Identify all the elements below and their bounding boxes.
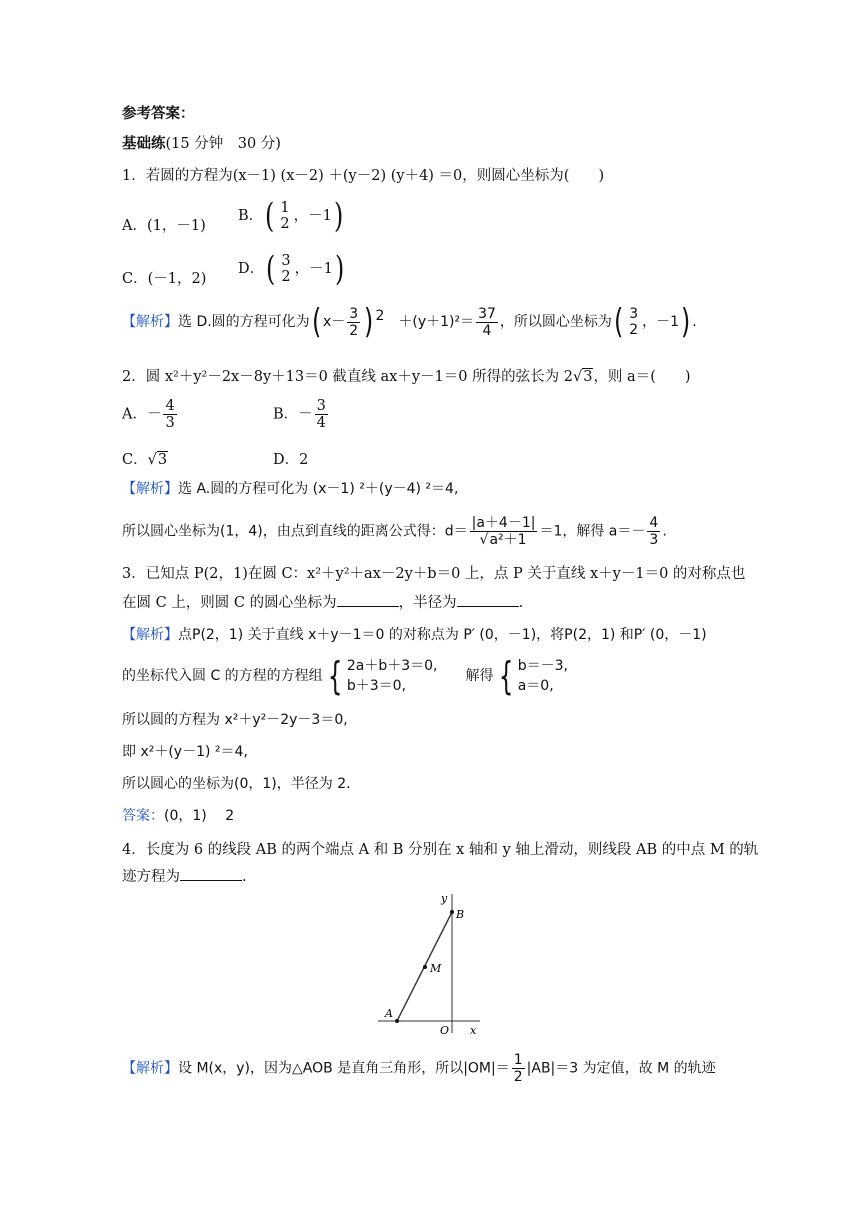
left-paren: ( <box>266 249 276 289</box>
label-x: x <box>470 1024 477 1037</box>
equation-system <box>347 656 438 696</box>
text: 解得 <box>465 668 494 684</box>
right-paren: ) <box>364 302 374 342</box>
q1-d-label: D． <box>238 261 265 277</box>
q3-solution-5: 所以圆心的坐标为(0，1)，半径为 2. <box>122 776 351 792</box>
fraction <box>279 253 292 285</box>
right-paren: ) <box>333 196 344 236</box>
text: 2．圆 x²＋y²－2x－8y＋13＝0 截直线 ax＋y－1＝0 所得的弦长为 2 <box>122 369 573 385</box>
radicand: 3 <box>583 369 593 385</box>
sqrt-sign: √ <box>147 452 157 468</box>
exponent: 2 <box>375 308 385 324</box>
solution-tag: 【解析】 <box>122 1060 178 1077</box>
rest: ，－1 <box>294 261 333 277</box>
equation: b＝－3, <box>517 658 568 674</box>
fraction <box>470 515 538 548</box>
text: x－ <box>322 314 346 330</box>
answer-value: (0，1) 2 <box>164 808 235 824</box>
label: A．－ <box>122 406 162 423</box>
radicand: 3 <box>157 452 168 468</box>
q4-solution <box>122 1052 716 1085</box>
fraction <box>647 515 660 548</box>
den: 4 <box>316 415 326 431</box>
num: 4 <box>649 515 659 531</box>
solution-tag: 【解析】 <box>122 314 178 330</box>
text: ，所以圆心坐标为 <box>499 314 612 330</box>
text: 设 M(x，y)，因为△AOB 是直角三角形，所以|OM|＝ <box>178 1060 510 1077</box>
left-paren: ( <box>265 196 275 236</box>
sqrt-sign: √ <box>572 369 583 385</box>
num: 37 <box>478 305 496 322</box>
label: B．－ <box>273 406 313 423</box>
label-o: O <box>440 1024 450 1037</box>
text: . <box>662 523 667 540</box>
q2-option-a <box>122 398 179 431</box>
text: 选 D.圆的方程可化为 <box>178 314 310 330</box>
right-paren: ) <box>334 249 345 289</box>
q3-stem-2 <box>122 592 523 614</box>
q3-solution-3: 所以圆的方程为 x²＋y²－2y－3＝0, <box>122 712 348 728</box>
q1-option-c: C．(－1，2) <box>122 271 207 287</box>
equation-system <box>518 656 568 696</box>
solution-tag: 【解析】 <box>122 481 178 497</box>
point-m <box>423 965 427 969</box>
left-paren: ( <box>311 302 321 342</box>
den: 2 <box>281 269 291 285</box>
num: 1 <box>513 1052 523 1068</box>
num: 3 <box>349 305 359 322</box>
text: |AB|＝3 为定值，故 M 的轨迹 <box>526 1060 716 1077</box>
label-m: M <box>430 962 442 975</box>
answer-blank <box>180 866 242 881</box>
q4-stem-1: 4．长度为 6 的线段 AB 的两个端点 A 和 B 分别在 x 轴和 y 轴上滑动，则线段 AB 的中点 M 的轨 <box>122 842 759 858</box>
q4-stem-2 <box>122 866 247 888</box>
radicand: a²＋1 <box>489 532 527 548</box>
num: 1 <box>280 200 290 216</box>
text: ＋(y＋1)²＝ <box>398 314 475 330</box>
section-heading <box>122 133 281 155</box>
fraction <box>315 398 328 431</box>
right-paren: ) <box>681 302 691 342</box>
equation: 2a＋b＋3＝0, <box>346 658 438 674</box>
num: 3 <box>316 398 326 414</box>
text: ，则 a＝( ) <box>593 369 691 385</box>
text: . <box>518 595 524 611</box>
left-brace: { <box>327 654 343 698</box>
q2-solution-1 <box>122 478 458 500</box>
q2-stem <box>122 366 691 388</box>
fraction <box>347 306 360 339</box>
den: 3 <box>165 415 175 431</box>
q2-option-c <box>122 449 168 471</box>
text: ，－1 <box>642 314 680 330</box>
q1-stem: 1．若圆的方程为(x－1) (x－2) ＋(y－2) (y＋4) ＝0，则圆心坐标为( ) <box>122 168 605 184</box>
den: 2 <box>280 216 290 232</box>
answer-blank <box>457 592 519 607</box>
label-a: A <box>385 1007 393 1020</box>
fraction <box>627 306 640 338</box>
q1-option-d <box>238 249 346 289</box>
text: . <box>692 314 697 330</box>
label-y: y <box>441 892 448 905</box>
label-b: B <box>456 908 465 921</box>
point-a <box>395 1019 399 1023</box>
fraction <box>163 398 176 431</box>
answer-blank <box>337 592 399 607</box>
text: 选 A.圆的方程可化为 (x－1) ²＋(y－4) ²＝4, <box>178 481 459 497</box>
text: 在圆 C 上，则圆 C 的圆心坐标为 <box>122 595 337 611</box>
q3-stem-1: 3．已知点 P(2，1)在圆 C：x²＋y²＋ax－2y＋b＝0 上，点 P 关于直线 x＋y－1＝0 的对称点也 <box>122 566 746 582</box>
q1-option-b <box>238 196 345 236</box>
num: |a＋4－1| <box>471 515 536 531</box>
q3-solution-4: 即 x²＋(y－1) ²＝4, <box>122 744 248 760</box>
q3-solution-2 <box>122 656 568 696</box>
q1-b-label: B． <box>238 208 264 224</box>
equation: a＝0, <box>517 678 554 694</box>
q2-option-d: D．2 <box>273 452 309 468</box>
text: ＝1，解得 a＝－ <box>539 523 646 540</box>
left-paren: ( <box>613 302 624 342</box>
fraction <box>512 1052 525 1085</box>
text: 所以圆心坐标为(1，4)，由点到直线的距离公式得：d＝ <box>122 523 468 540</box>
fraction <box>476 306 498 339</box>
text: 的坐标代入圆 C 的方程的方程组 <box>122 668 323 684</box>
q3-solution-1 <box>122 624 707 646</box>
text: 迹方程为 <box>122 869 180 885</box>
equation: b＋3＝0, <box>346 678 407 694</box>
q3-answer <box>122 805 234 827</box>
point-b <box>450 910 454 914</box>
num: 4 <box>165 398 175 414</box>
den: 2 <box>513 1069 523 1085</box>
answer-tag: 答案： <box>122 808 164 824</box>
section-time: (15 分钟 30 分) <box>165 136 281 152</box>
rest: ，－1 <box>293 208 332 224</box>
text: ，半径为 <box>398 595 457 611</box>
den: 2 <box>629 322 639 338</box>
den: 4 <box>482 322 492 339</box>
den: √a²＋1 <box>479 532 527 548</box>
den: 3 <box>649 532 659 548</box>
label: C． <box>122 452 148 468</box>
q1-option-a: A．(1，－1) <box>122 218 206 234</box>
q4-figure <box>370 888 490 1038</box>
answer-title: 参考答案： <box>122 106 195 122</box>
q1-solution <box>122 302 697 342</box>
q2-option-b <box>273 398 330 431</box>
section-name: 基础练 <box>122 136 166 152</box>
num: 3 <box>281 253 291 269</box>
num: 3 <box>629 306 639 322</box>
text: . <box>242 869 247 885</box>
text: 点P(2，1) 关于直线 x＋y－1＝0 的对称点为 P′ (0，－1)，将P(2，1) 和P′ (0，－1) <box>178 627 707 643</box>
fraction <box>278 200 291 232</box>
left-brace: { <box>498 654 513 698</box>
q2-solution-2 <box>122 515 667 548</box>
den: 2 <box>349 322 359 339</box>
solution-tag: 【解析】 <box>122 627 178 643</box>
